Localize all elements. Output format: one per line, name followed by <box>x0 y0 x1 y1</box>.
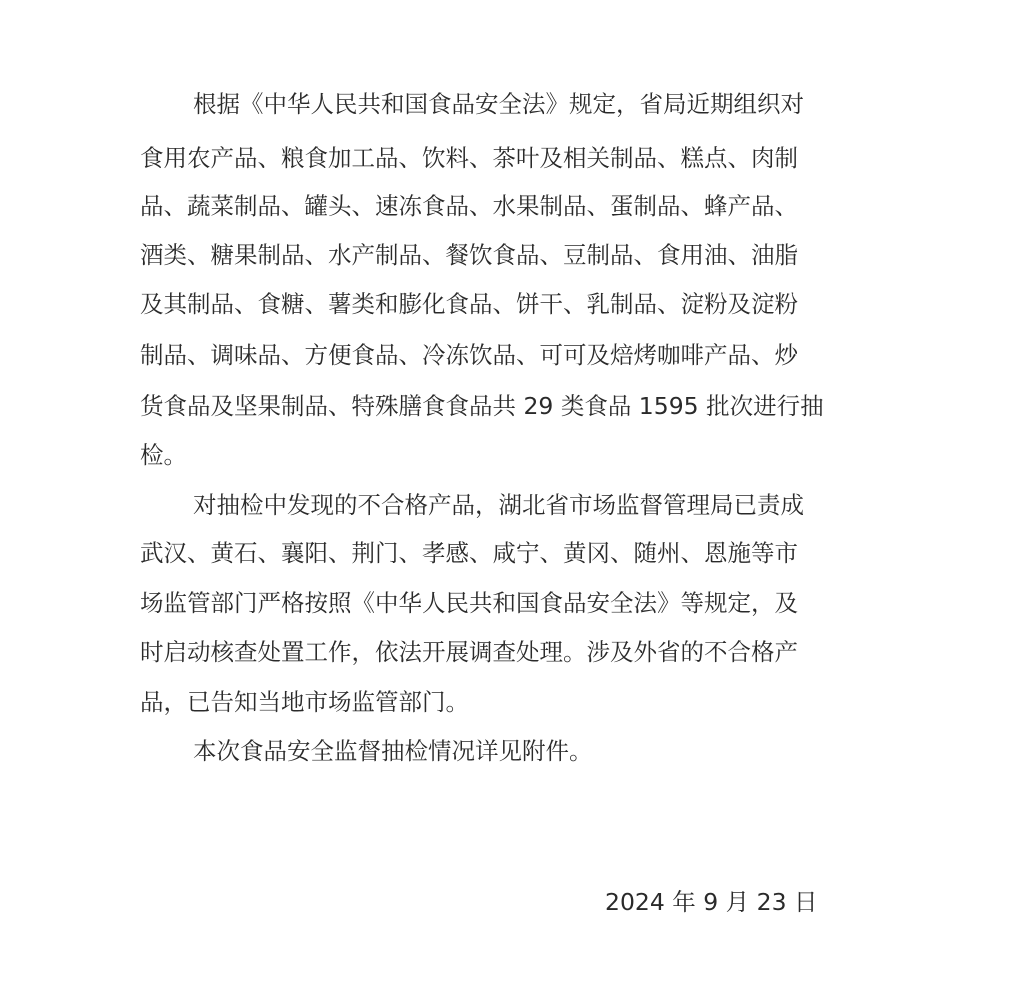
paragraph1-line-2: 食用农产品、粮食加工品、饮料、茶叶及相关制品、糕点、肉制 <box>140 144 798 172</box>
paragraph1-line-1: 根据《中华人民共和国食品安全法》规定，省局近期组织对 <box>193 90 804 118</box>
paragraph2-line-4: 时启动核查处置工作，依法开展调查处理。涉及外省的不合格产 <box>140 638 798 666</box>
document-date: 2024 年 9 月 23 日 <box>605 888 818 916</box>
paragraph1-line-3: 品、蔬菜制品、罐头、速冻食品、水果制品、蛋制品、蜂产品、 <box>140 192 798 220</box>
paragraph2-line-5: 品，已告知当地市场监管部门。 <box>140 688 469 716</box>
paragraph1-line-6: 制品、调味品、方便食品、冷冻饮品、可可及焙烤咖啡产品、炒 <box>140 341 798 369</box>
paragraph1-line-8: 检。 <box>140 441 187 469</box>
paragraph2-line-3: 场监管部门严格按照《中华人民共和国食品安全法》等规定，及 <box>140 589 798 617</box>
paragraph2-line-1: 对抽检中发现的不合格产品，湖北省市场监督管理局已责成 <box>193 491 804 519</box>
paragraph3-line-1: 本次食品安全监督抽检情况详见附件。 <box>193 737 593 765</box>
paragraph1-line-5: 及其制品、食糖、薯类和膨化食品、饼干、乳制品、淀粉及淀粉 <box>140 290 798 318</box>
paragraph1-line-7: 货食品及坚果制品、特殊膳食食品共 29 类食品 1595 批次进行抽 <box>140 392 824 420</box>
paragraph2-line-2: 武汉、黄石、襄阳、荆门、孝感、咸宁、黄冈、随州、恩施等市 <box>140 539 798 567</box>
paragraph1-line-4: 酒类、糖果制品、水产制品、餐饮食品、豆制品、食用油、油脂 <box>140 241 798 269</box>
